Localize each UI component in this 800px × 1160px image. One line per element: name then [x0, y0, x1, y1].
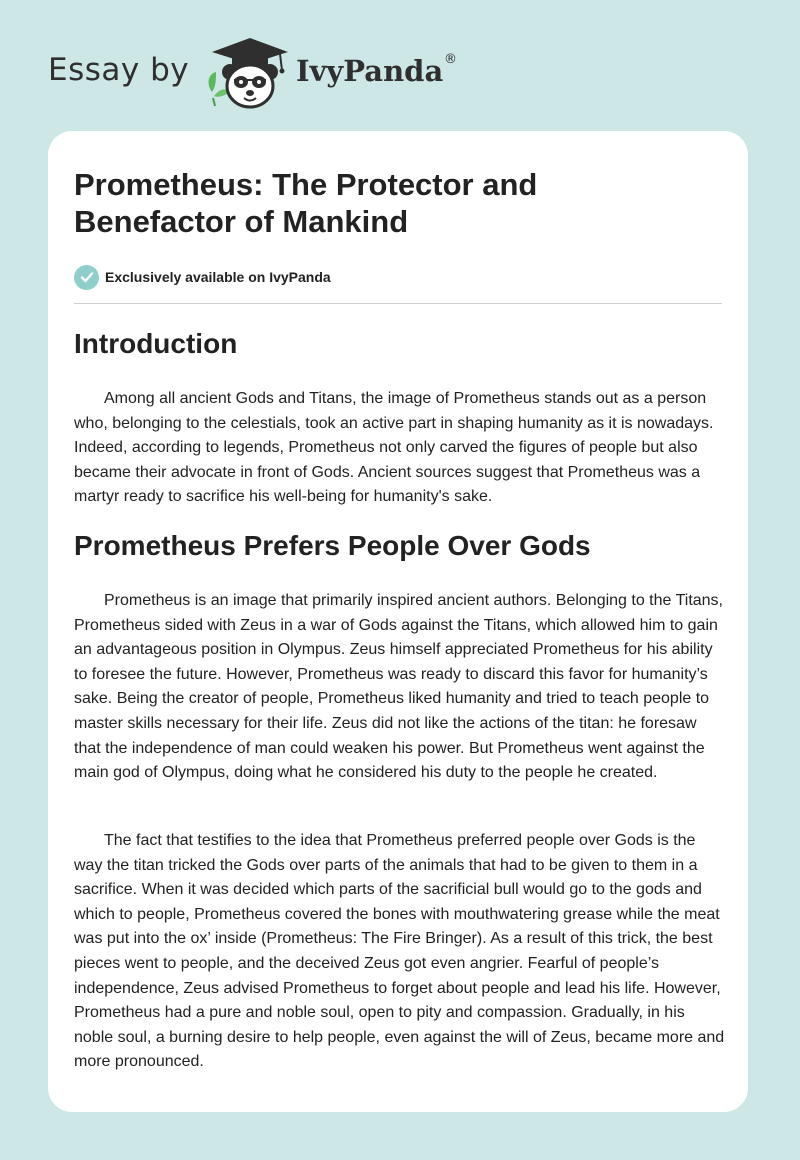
divider — [74, 303, 722, 304]
section-heading-introduction: Introduction — [74, 328, 238, 359]
essay-card — [48, 131, 748, 1112]
paragraph: The fact that testifies to the idea that Prometheus preferred people over Gods is the way the titan tricked the Gods over parts of the animals that had to be given to them in a sacrifice. When it was decided which parts of the sacrificial bull would go to the gods and which to people, Prometheus covered the bones with mouthwatering grease while the meat was put into the ox’ inside (Prometheus: The Fire Bringer). As a result of this trick, the best pieces went to people, and the deceived Zeus got even angrier. Fearful of people’s independence, Zeus advised Prometheus to forget about people and lead his life. However, Prometheus had a pure and noble soul, open to pity and compassion. Gradually, in his noble soul, a burning desire to help people, even against the will of Zeus, became more and more pronounced. — [74, 832, 725, 1071]
essay-title: Prometheus: The Protector and Benefactor of Mankind — [74, 167, 538, 239]
brand-prefix: Essay by — [48, 52, 190, 88]
section-heading-prometheus-prefers-people: Prometheus Prefers People Over Gods — [74, 530, 591, 561]
badge-text: Exclusively available on IvyPanda — [105, 269, 331, 285]
brand-name[interactable]: IvyPanda — [296, 54, 444, 88]
checkmark-icon — [74, 265, 99, 290]
panda-logo-icon[interactable] — [202, 36, 292, 110]
exclusive-badge — [74, 264, 331, 290]
paragraph: Among all ancient Gods and Titans, the image of Prometheus stands out as a person who, belonging to the celestials, took an active part in shaping humanity as it is nowadays. Indeed, according to legends, Prometheus not only carved the figures of people but also became their advocate in front of Gods. Ancient sources suggest that Prometheus was a martyr ready to sacrifice his well-being for humanity's sake. — [74, 390, 714, 506]
site-header — [0, 0, 800, 125]
registered-mark: ® — [444, 52, 457, 67]
paragraph: Prometheus is an image that primarily inspired ancient authors. Belonging to the Titans, Prometheus sided with Zeus in a war of Gods against the Titans, which allowed him to gain an advantageous position in Olympus. Zeus himself appreciated Prometheus for his ability to foresee the future. However, Prometheus was ready to discard this favor for humanity’s sake. Being the creator of people, Prometheus liked humanity and tried to teach people to master skills necessary for their life. Zeus did not like the actions of the titan: he foresaw that the independence of man could weaken his power. But Prometheus went against the main god of Olympus, doing what he considered his duty to the people he created. — [74, 592, 723, 782]
